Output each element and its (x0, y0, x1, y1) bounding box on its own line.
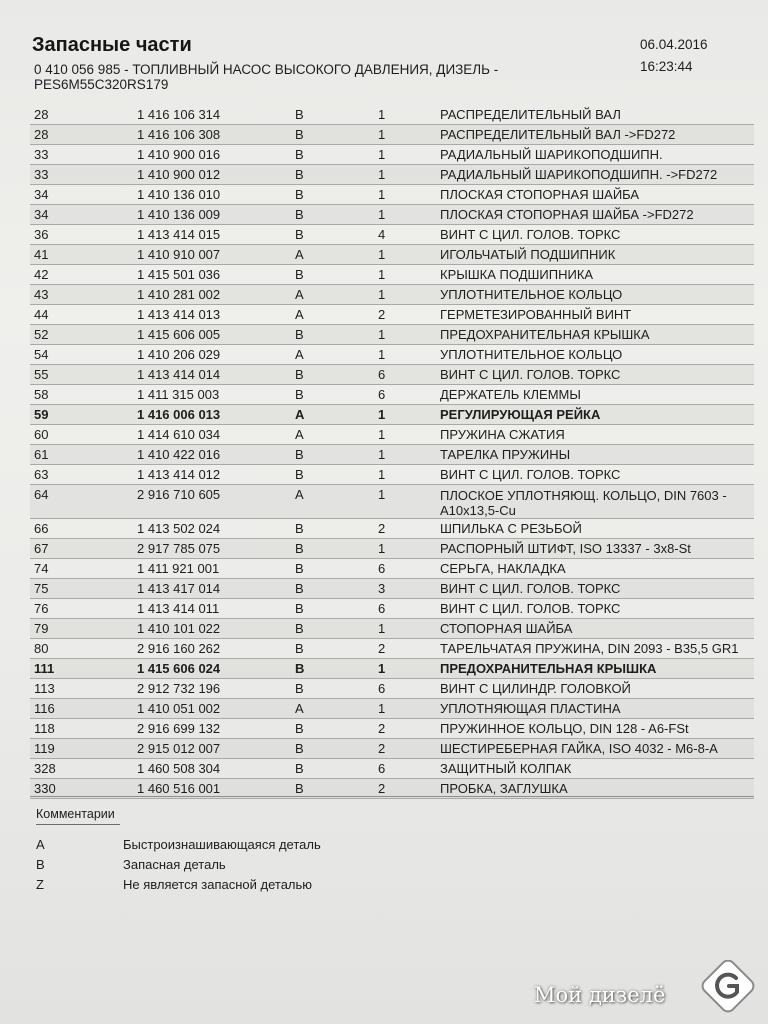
description-cell: ГЕРМЕТЕЗИРОВАННЫЙ ВИНТ (440, 307, 632, 322)
description-cell: ВИНТ С ЦИЛ. ГОЛОВ. ТОРКС (440, 227, 621, 242)
table-row (30, 679, 754, 699)
table-row (30, 599, 754, 619)
type-cell: B (295, 601, 304, 616)
description-cell: ВИНТ С ЦИЛ. ГОЛОВ. ТОРКС (440, 467, 621, 482)
position-cell: 67 (34, 541, 49, 556)
description-cell: ДЕРЖАТЕЛЬ КЛЕММЫ (440, 387, 581, 402)
description-cell: ПРУЖИННОЕ КОЛЬЦО, DIN 128 - A6-FSt (440, 721, 689, 736)
type-cell: B (295, 227, 304, 242)
quantity-cell: 1 (378, 107, 386, 122)
position-cell: 33 (34, 147, 49, 162)
part-number-cell: 1 415 501 036 (137, 267, 221, 282)
part-number-cell: 1 410 281 002 (137, 287, 221, 302)
table-row (30, 105, 754, 125)
part-number-cell: 1 411 921 001 (137, 561, 220, 576)
type-cell: A (295, 487, 304, 502)
position-cell: 80 (34, 641, 49, 656)
legend-row (36, 875, 536, 895)
description-cell: ПЛОСКОЕ УПЛОТНЯЮЩ. КОЛЬЦО, DIN 7603 - A10x13,5-Cu (440, 488, 727, 518)
type-cell: B (295, 327, 304, 342)
description-cell: ПЛОСКАЯ СТОПОРНАЯ ШАЙБА (440, 187, 640, 202)
part-number-cell: 1 413 414 012 (137, 467, 221, 482)
position-cell: 79 (34, 621, 49, 636)
description-cell: РАДИАЛЬНЫЙ ШАРИКОПОДШИПН. ->FD272 (440, 167, 718, 182)
type-cell: B (295, 367, 304, 382)
type-cell: B (295, 541, 304, 556)
quantity-cell: 1 (378, 467, 386, 482)
part-number-cell: 2 915 012 007 (137, 741, 221, 756)
position-cell: 34 (34, 207, 49, 222)
type-cell: A (295, 427, 304, 442)
quantity-cell: 1 (378, 207, 386, 222)
type-cell: A (295, 407, 305, 422)
type-cell: B (295, 521, 304, 536)
type-cell: B (295, 147, 304, 162)
position-cell: 41 (34, 247, 49, 262)
table-row (30, 619, 754, 639)
legend-code: Z (36, 877, 44, 892)
type-cell: B (295, 167, 304, 182)
quantity-cell: 2 (378, 781, 386, 796)
table-row (30, 519, 754, 539)
table-row (30, 445, 754, 465)
watermark (530, 960, 758, 1016)
legend-text: Не является запасной деталью (123, 877, 313, 892)
quantity-cell: 2 (378, 741, 386, 756)
table-row (30, 245, 754, 265)
position-cell: 54 (34, 347, 49, 362)
table-row (30, 485, 754, 519)
table-row (30, 405, 754, 425)
part-number-cell: 1 410 206 029 (137, 347, 221, 362)
part-number-cell: 1 411 315 003 (137, 387, 220, 402)
part-number-cell: 1 410 136 009 (137, 207, 221, 222)
table-row (30, 699, 754, 719)
legend-text: Запасная деталь (123, 857, 226, 872)
quantity-cell: 1 (378, 267, 386, 282)
part-number-cell: 1 460 516 001 (137, 781, 221, 796)
description-cell: ПРОБКА, ЗАГЛУШКА (440, 781, 568, 796)
description-cell: РАДИАЛЬНЫЙ ШАРИКОПОДШИПН. (440, 147, 663, 162)
position-cell: 76 (34, 601, 49, 616)
table-row (30, 639, 754, 659)
comments-legend (36, 835, 536, 895)
table-row (30, 739, 754, 759)
type-cell: B (295, 681, 304, 696)
part-number-cell: 1 410 900 012 (137, 167, 221, 182)
position-cell: 44 (34, 307, 49, 322)
type-cell: A (295, 347, 304, 362)
description-cell: ВИНТ С ЦИЛ. ГОЛОВ. ТОРКС (440, 581, 621, 596)
quantity-cell: 1 (378, 127, 386, 142)
table-row (30, 185, 754, 205)
legend-code: B (36, 857, 45, 872)
position-cell: 34 (34, 187, 49, 202)
document-subtitle: 0 410 056 985 - ТОПЛИВНЫЙ НАСОС ВЫСОКОГО ДАВЛЕНИЯ, ДИЗЕЛЬ - PES6M55C320RS179 (34, 62, 499, 92)
position-cell: 55 (34, 367, 49, 382)
description-cell: РАСПРЕДЕЛИТЕЛЬНЫЙ ВАЛ ->FD272 (440, 127, 676, 142)
type-cell: B (295, 187, 304, 202)
g-logo-icon (700, 960, 756, 1016)
part-number-cell: 2 912 732 196 (137, 681, 221, 696)
position-cell: 328 (34, 761, 56, 776)
description-cell: РАСПРЕДЕЛИТЕЛЬНЫЙ ВАЛ (440, 107, 621, 122)
legend-text: Быстроизнашивающаяся деталь (123, 837, 321, 852)
position-cell: 58 (34, 387, 49, 402)
description-cell: ЗАЩИТНЫЙ КОЛПАК (440, 761, 572, 776)
legend-row (36, 835, 536, 855)
description-cell: ПЛОСКАЯ СТОПОРНАЯ ШАЙБА ->FD272 (440, 207, 694, 222)
position-cell: 74 (34, 561, 49, 576)
table-row (30, 225, 754, 245)
table-row (30, 365, 754, 385)
position-cell: 75 (34, 581, 49, 596)
position-cell: 36 (34, 227, 49, 242)
quantity-cell: 2 (378, 521, 386, 536)
type-cell: B (295, 107, 304, 122)
quantity-cell: 6 (378, 681, 386, 696)
table-row (30, 145, 754, 165)
position-cell: 64 (34, 487, 49, 502)
type-cell: B (295, 267, 304, 282)
position-cell: 113 (34, 681, 55, 696)
quantity-cell: 1 (378, 407, 386, 422)
part-number-cell: 1 413 414 013 (137, 307, 221, 322)
quantity-cell: 1 (378, 327, 386, 342)
position-cell: 111 (34, 661, 55, 676)
table-row (30, 165, 754, 185)
description-cell: ШПИЛЬКА С РЕЗЬБОЙ (440, 521, 582, 536)
description-cell: КРЫШКА ПОДШИПНИКА (440, 267, 594, 282)
type-cell: B (295, 467, 304, 482)
quantity-cell: 6 (378, 387, 386, 402)
table-row (30, 659, 754, 679)
position-cell: 119 (34, 741, 55, 756)
part-number-cell: 1 410 136 010 (137, 187, 221, 202)
comments-header: Комментарии (36, 807, 115, 821)
quantity-cell: 1 (378, 541, 386, 556)
description-cell: ПРЕДОХРАНИТЕЛЬНАЯ КРЫШКА (440, 661, 657, 676)
part-number-cell: 1 460 508 304 (137, 761, 221, 776)
description-cell: ВИНТ С ЦИЛИНДР. ГОЛОВКОЙ (440, 681, 631, 696)
quantity-cell: 1 (378, 287, 386, 302)
table-row (30, 579, 754, 599)
part-number-cell: 1 410 051 002 (137, 701, 221, 716)
part-number-cell: 1 410 900 016 (137, 147, 221, 162)
table-row (30, 205, 754, 225)
type-cell: B (295, 781, 304, 796)
part-number-cell: 1 414 610 034 (137, 427, 221, 442)
type-cell: B (295, 447, 304, 462)
quantity-cell: 3 (378, 581, 386, 596)
table-row (30, 305, 754, 325)
position-cell: 59 (34, 407, 49, 422)
description-cell: СТОПОРНАЯ ШАЙБА (440, 621, 573, 636)
page-title: Запасные части (32, 34, 192, 56)
part-number-cell: 1 413 414 011 (137, 601, 220, 616)
description-cell: УПЛОТНИТЕЛЬНОЕ КОЛЬЦО (440, 287, 623, 302)
watermark-text: Мой дизелё (534, 983, 666, 1007)
table-row (30, 719, 754, 739)
description-cell: УПЛОТНИТЕЛЬНОЕ КОЛЬЦО (440, 347, 623, 362)
part-number-cell: 1 416 006 013 (137, 407, 221, 422)
position-cell: 33 (34, 167, 49, 182)
position-cell: 116 (34, 701, 55, 716)
type-cell: B (295, 721, 304, 736)
legend-row (36, 855, 536, 875)
position-cell: 61 (34, 447, 49, 462)
description-cell: ПРУЖИНА СЖАТИЯ (440, 427, 565, 442)
position-cell: 28 (34, 107, 49, 122)
quantity-cell: 2 (378, 721, 386, 736)
quantity-cell: 1 (378, 167, 386, 182)
position-cell: 60 (34, 427, 49, 442)
part-number-cell: 2 917 785 075 (137, 541, 221, 556)
quantity-cell: 1 (378, 447, 386, 462)
part-number-cell: 1 410 101 022 (137, 621, 221, 636)
quantity-cell: 1 (378, 487, 386, 502)
part-number-cell: 2 916 710 605 (137, 487, 221, 502)
table-row (30, 759, 754, 779)
part-number-cell: 1 416 106 308 (137, 127, 221, 142)
description-cell: УПЛОТНЯЮЩАЯ ПЛАСТИНА (440, 701, 621, 716)
description-cell: РЕГУЛИРУЮЩАЯ РЕЙКА (440, 407, 601, 422)
quantity-cell: 4 (378, 227, 386, 242)
document-time: 16:23:44 (640, 59, 693, 74)
quantity-cell: 1 (378, 187, 386, 202)
quantity-cell: 6 (378, 367, 386, 382)
document-date: 06.04.2016 (640, 37, 708, 52)
description-cell: РАСПОРНЫЙ ШТИФТ, ISO 13337 - 3x8-St (440, 541, 691, 556)
table-row (30, 559, 754, 579)
position-cell: 66 (34, 521, 49, 536)
part-number-cell: 1 413 417 014 (137, 581, 221, 596)
type-cell: A (295, 701, 304, 716)
quantity-cell: 1 (378, 661, 386, 676)
table-row (30, 285, 754, 305)
description-cell: ИГОЛЬЧАТЫЙ ПОДШИПНИК (440, 247, 616, 262)
description-cell: ШЕСТИРЕБЕРНАЯ ГАЙКА, ISO 4032 - M6-8-A (440, 741, 718, 756)
quantity-cell: 2 (378, 307, 386, 322)
quantity-cell: 6 (378, 761, 386, 776)
comments-section (30, 796, 754, 892)
type-cell: A (295, 247, 304, 262)
quantity-cell: 1 (378, 147, 386, 162)
position-cell: 42 (34, 267, 49, 282)
type-cell: B (295, 761, 304, 776)
part-number-cell: 1 413 414 014 (137, 367, 221, 382)
position-cell: 52 (34, 327, 49, 342)
part-number-cell: 2 916 160 262 (137, 641, 221, 656)
quantity-cell: 1 (378, 701, 386, 716)
type-cell: B (295, 207, 304, 222)
quantity-cell: 1 (378, 247, 386, 262)
table-row (30, 385, 754, 405)
part-number-cell: 1 416 106 314 (137, 107, 221, 122)
description-cell: ТАРЕЛЬЧАТАЯ ПРУЖИНА, DIN 2093 - B35,5 GR1 (440, 641, 739, 656)
type-cell: B (295, 387, 304, 402)
position-cell: 63 (34, 467, 49, 482)
type-cell: B (295, 561, 304, 576)
comments-header-underline (36, 824, 120, 825)
description-cell: ПРЕДОХРАНИТЕЛЬНАЯ КРЫШКА (440, 327, 650, 342)
position-cell: 118 (34, 721, 55, 736)
quantity-cell: 1 (378, 427, 386, 442)
parts-table (30, 105, 754, 799)
part-number-cell: 1 413 414 015 (137, 227, 221, 242)
table-row (30, 425, 754, 445)
type-cell: B (295, 621, 304, 636)
part-number-cell: 2 916 699 132 (137, 721, 221, 736)
position-cell: 330 (34, 781, 56, 796)
table-row (30, 539, 754, 559)
part-number-cell: 1 410 422 016 (137, 447, 221, 462)
type-cell: B (295, 641, 304, 656)
table-row (30, 325, 754, 345)
quantity-cell: 2 (378, 641, 386, 656)
table-row (30, 345, 754, 365)
quantity-cell: 6 (378, 561, 386, 576)
description-cell: ВИНТ С ЦИЛ. ГОЛОВ. ТОРКС (440, 367, 621, 382)
quantity-cell: 1 (378, 347, 386, 362)
legend-code: A (36, 837, 45, 852)
part-number-cell: 1 415 606 005 (137, 327, 221, 342)
type-cell: A (295, 307, 304, 322)
table-row (30, 265, 754, 285)
part-number-cell: 1 415 606 024 (137, 661, 221, 676)
position-cell: 28 (34, 127, 49, 142)
description-cell: ВИНТ С ЦИЛ. ГОЛОВ. ТОРКС (440, 601, 621, 616)
type-cell: B (295, 741, 304, 756)
type-cell: A (295, 287, 304, 302)
type-cell: B (295, 581, 304, 596)
part-number-cell: 1 410 910 007 (137, 247, 221, 262)
quantity-cell: 1 (378, 621, 386, 636)
description-cell: ТАРЕЛКА ПРУЖИНЫ (440, 447, 571, 462)
table-row (30, 125, 754, 145)
type-cell: B (295, 661, 305, 676)
type-cell: B (295, 127, 304, 142)
quantity-cell: 6 (378, 601, 386, 616)
position-cell: 43 (34, 287, 49, 302)
table-row (30, 465, 754, 485)
description-cell: СЕРЬГА, НАКЛАДКА (440, 561, 566, 576)
part-number-cell: 1 413 502 024 (137, 521, 221, 536)
